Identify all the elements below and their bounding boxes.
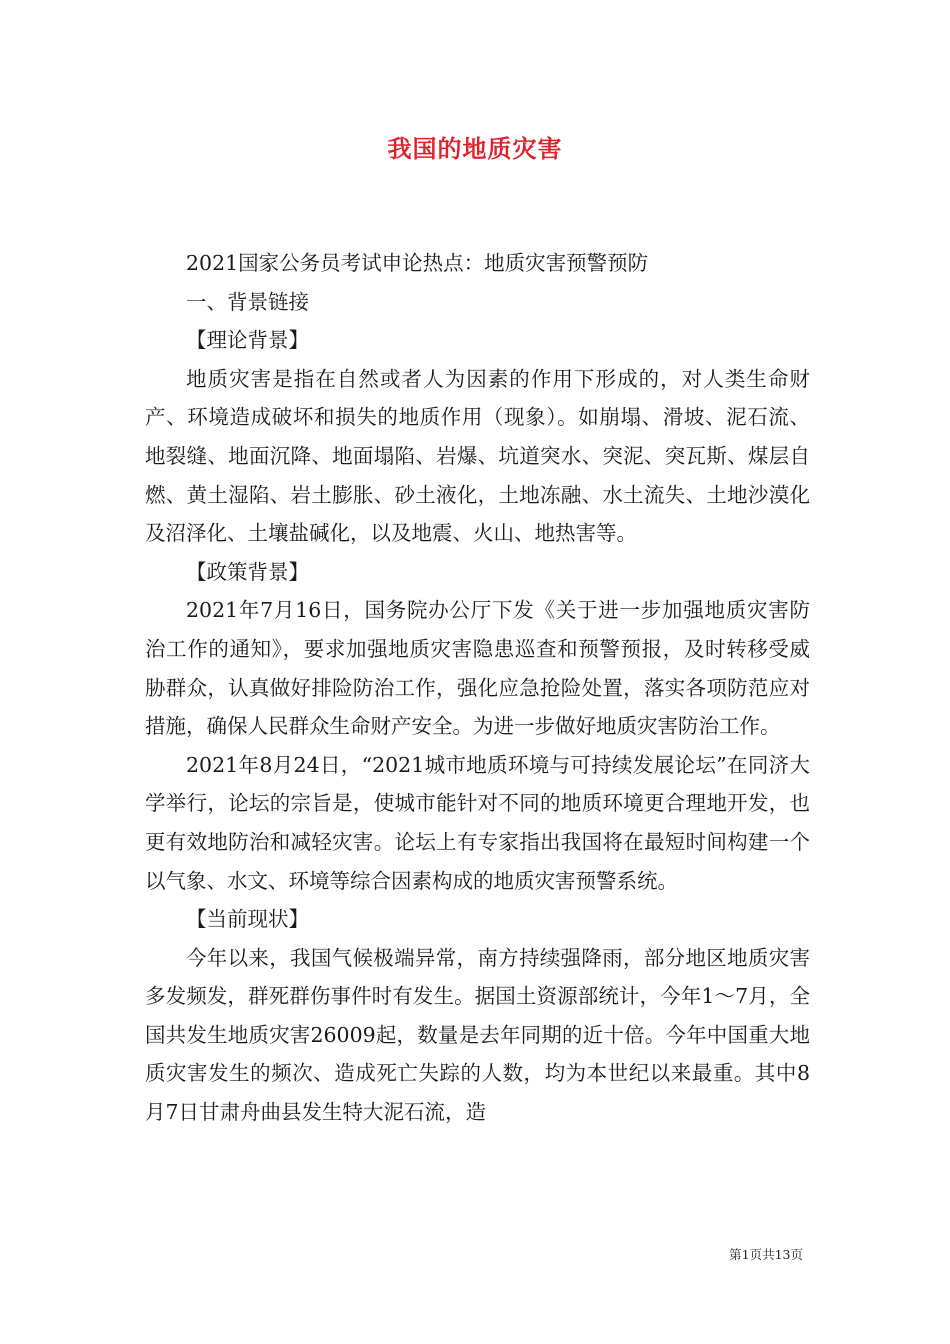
paragraph-subtitle: 2021国家公务员考试申论热点：地质灾害预警预防 [186,251,649,275]
subheading-theory-background: 【理论背景】 [186,328,309,353]
paragraph-policy-2: 2021年8月24日，“2021城市地质环境与可持续发展论坛”在同济大学举行，论坛的宗旨是，使城市能针对不同的地质环境更合理地开发，也更有效地防治和减轻灾害。论坛上有专家指出我国将在最短时间构建一个以气象、水文、环境等综合因素构成的地质灾害预警系统。 [145,752,810,893]
document-title: 我国的地质灾害 [387,134,563,163]
paragraph-theory: 地质灾害是指在自然或者人为因素的作用下形成的，对人类生命财产、环境造成破坏和损失的地质作用（现象）。如崩塌、滑坡、泥石流、地裂缝、地面沉降、地面塌陷、岩爆、坑道突水、突泥、突瓦斯、煤层自燃、黄土湿陷、岩土膨胀、砂土液化，土地冻融、水土流失、土地沙漠化及沼泽化、土壤盐碱化，以及地震、火山、地热害等。 [145,366,810,546]
page-number: 第1页共13页 [729,1247,803,1262]
paragraph-policy-1: 2021年7月16日，国务院办公厅下发《关于进一步加强地质灾害防治工作的通知》，要求加强地质灾害隐患巡查和预警预报，及时转移受威胁群众，认真做好排险防治工作，强化应急抢险处置，落实各项防范应对措施，确保人民群众生命财产安全。为进一步做好地质灾害防治工作。 [145,598,810,739]
subheading-current-status: 【当前现状】 [186,907,309,932]
section-heading-background: 一、背景链接 [186,289,309,314]
subheading-policy-background: 【政策背景】 [186,559,309,584]
paragraph-current-status: 今年以来，我国气候极端异常，南方持续强降雨，部分地区地质灾害多发频发，群死群伤事件时有发生。据国土资源部统计，今年1～7月，全国共发生地质灾害26009起，数量是去年同期的近十倍。今年中国重大地质灾害发生的频次、造成死亡失踪的人数，均为本世纪以来最重。其中8月7日甘肃舟曲县发生特大泥石流，造 [145,945,810,1125]
document-body [145,244,810,1132]
